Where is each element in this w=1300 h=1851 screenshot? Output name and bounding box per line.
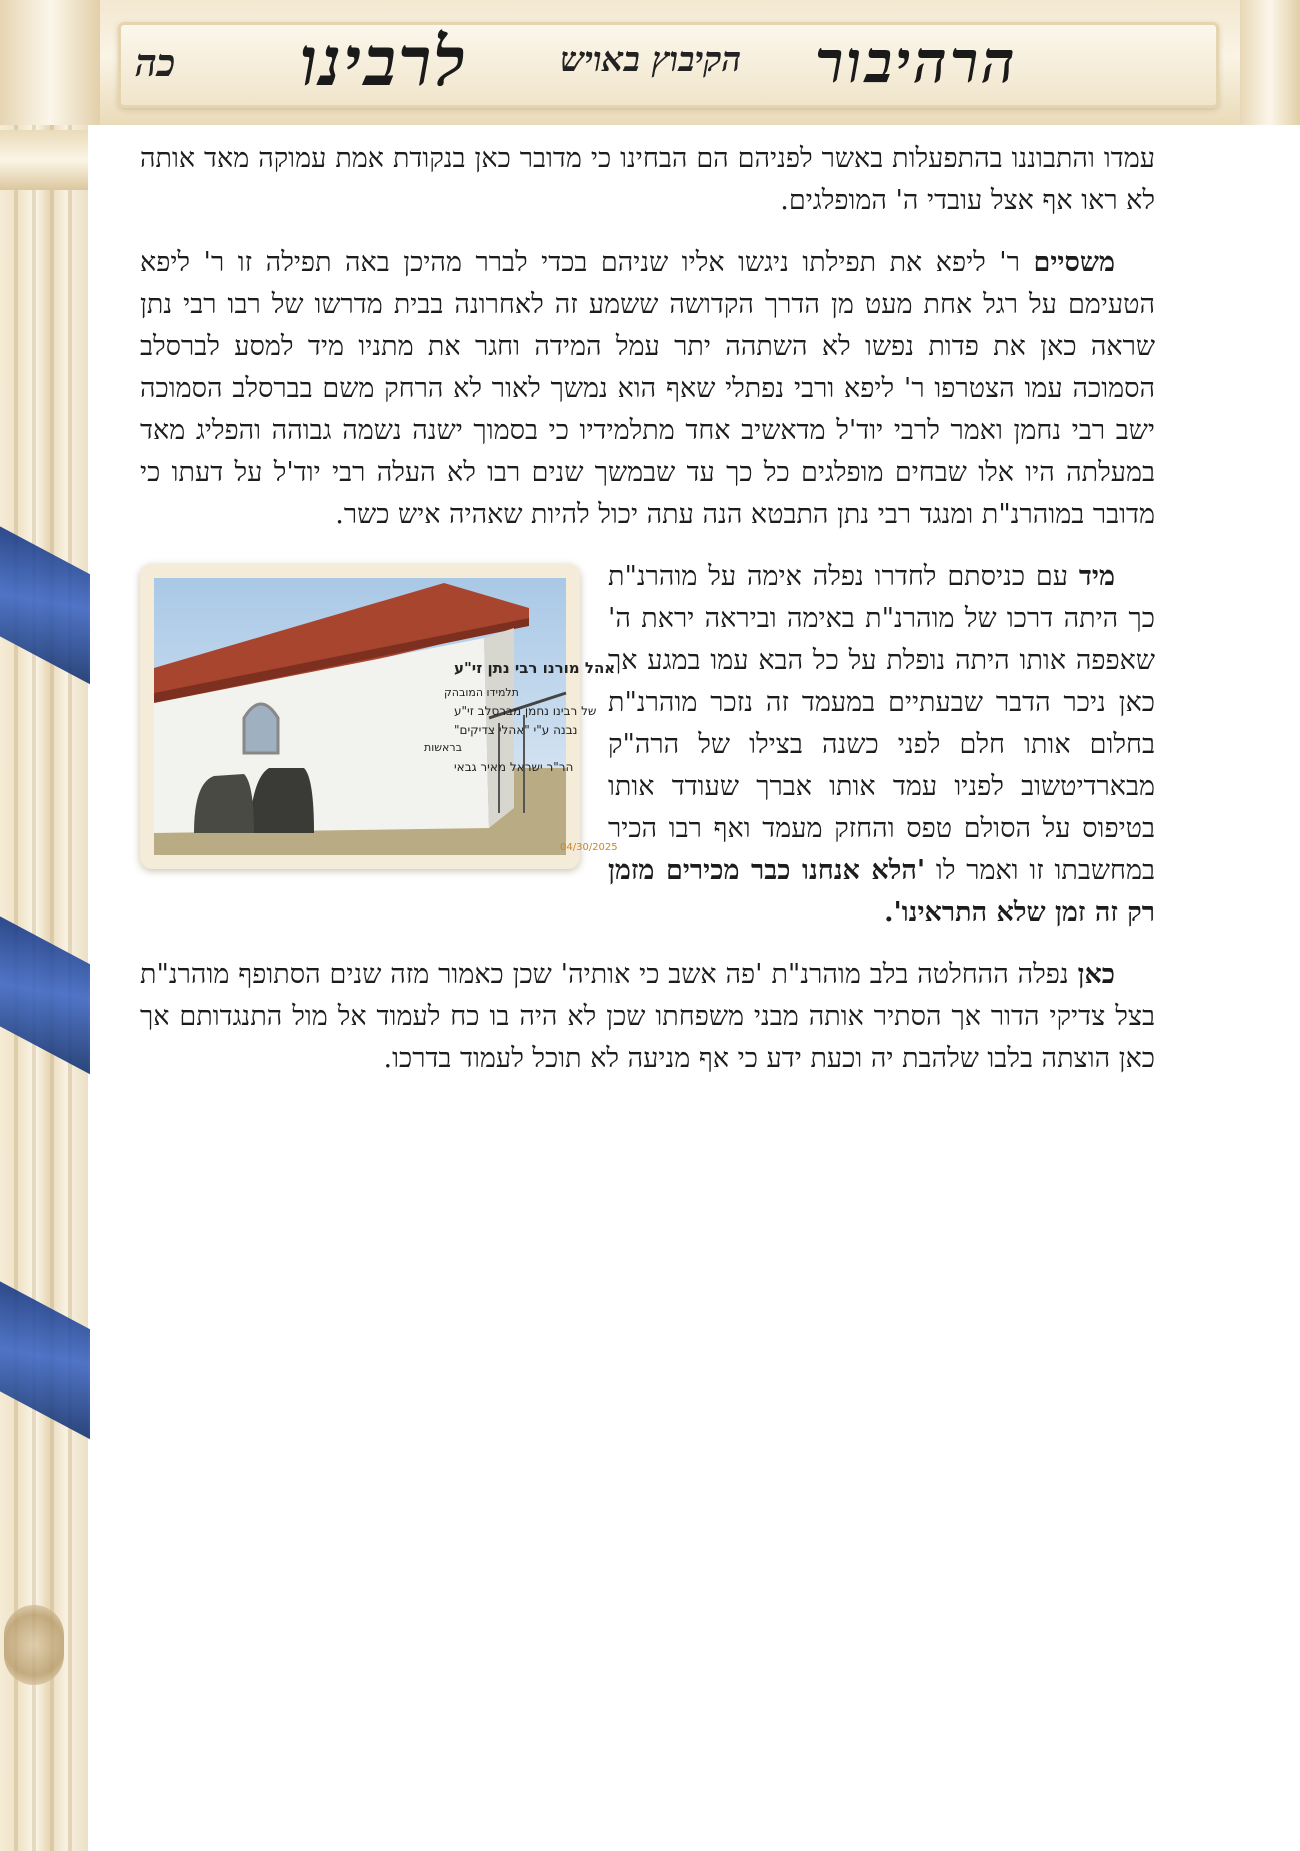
left-pillar-decoration <box>0 0 88 1851</box>
page-number: כה <box>135 40 176 85</box>
paragraph-text: ר' ליפא את תפילתו ניגשו אליו שניהם בכדי לברר מהיכן באה תפילה זו ר' ליפא הטעימם על רגל אחת מעט מן הדרך הקדושה ששמע זה לאחרונה בבית מדרשו של רבו רבי נתן שראה כאן את פדות נפשו לא השתהה יתר עמל המידה וחגר את מתניו מיד למסע לברסלב הסמוכה עמו הצטרפו ר' ליפא ורבי נפתלי שאף הוא נמשך לאור לא הרחק משם בברסלב הסמוכה ישב רבי נחמן ואמר לרבי יוד'ל מדאשיב אחד מתלמידיו כי בסמוך ישנה נשמה גבוהה והפליג מאד במעלתה היו אלו שבחים מופלגים כל כך עד שבמשך שנים רבו לא העלה רבי יוד'ל על דעתו כי מדובר במוהרנ"ת ומנגד רבי נתן התבטא הנה עתה יכול להיות שאהיה איש כשר. <box>140 247 1155 530</box>
article-body <box>140 138 1155 1100</box>
paragraph-2 <box>140 242 1155 536</box>
paragraph-1 <box>140 138 1155 222</box>
section-title: הרהיבור <box>815 28 1018 96</box>
paragraph-lead-word: מיד <box>1078 561 1115 592</box>
header-pillar-right <box>1240 0 1300 125</box>
sign-line: אהל מורנו רבי נתן זי"ע <box>454 659 616 677</box>
paragraph-text: נפלה ההחלטה בלב מוהרנ"ת 'פה אשב כי אותיה' שכן כאמור מזה שנים הסתופף מוהרנ"ת בצל צדיקי הדור אך הסתיר אותה מבני משפחתו שכן לא היה בו כח לעמוד אל מול התנגדותם אך כאן הוצתה בלבו שלהבת יה וכעת ידע כי אף מניעה לא תוכל לעמוד בדרכו. <box>140 959 1155 1074</box>
pillar-capital <box>0 130 88 190</box>
paragraph-4 <box>140 954 1155 1080</box>
paragraph-lead-word: משסיים <box>1033 247 1115 278</box>
photo-date-stamp: 04/30/2025 <box>560 842 618 853</box>
tomb-photo <box>154 578 618 855</box>
paragraph-bold-quote: 'הלא אנחנו כבר מכירים מזמן רק זה זמן שלא התראינו'. <box>608 855 1155 928</box>
paragraph-text: עם כניסתם לחדרו נפלה אימה על מוהרנ"ת כך היתה דרכו של מוהרנ"ת באימה וביראה יראת ה' שאפפה אותו היתה נופלת על כל הבא עמו במגע אך כאן ניכר הדבר שבעתיים במעמד זה נזכר מוהרנ"ת בחלום אותו חלם לפני כשנה בצילו של הרה"ק מבארדיטשוב לפניו עמד אותו אברך שעודד אותו בטיפוס על הסולם טפס והחזק מעמד ואף רבו הכיר במחשבתו זו ואמר לו <box>608 561 1156 886</box>
tomb-building-image <box>154 578 618 855</box>
photo-frame <box>140 564 618 869</box>
magazine-brand: לרבינו <box>300 22 468 102</box>
pillar-medallion <box>4 1605 64 1685</box>
sign-line: נבנה ע"י "אהלי צדיקים" <box>454 723 578 737</box>
paragraph-lead-word: כאן <box>1077 959 1115 990</box>
sign-line: בראשות <box>424 741 462 754</box>
paragraph-3 <box>140 556 1155 934</box>
sign-line: תלמידו המובהק <box>444 686 519 699</box>
sign-line: הר"ר ישראל מאיר גבאי <box>454 760 574 774</box>
header-subtitle: הקיבוץ באויש <box>560 40 742 80</box>
header-pillar-left <box>0 0 100 125</box>
sign-line: של רבינו נחמן מברסלב זי"ע <box>454 704 597 718</box>
paragraph-text: עמדו והתבוננו בהתפעלות באשר לפניהם הם הבחינו כי מדובר כאן בנקודת אמת עמוקה מאד אותה לא ראו אף אצל עובדי ה' המופלגים. <box>140 143 1155 216</box>
page-header <box>0 0 1300 125</box>
